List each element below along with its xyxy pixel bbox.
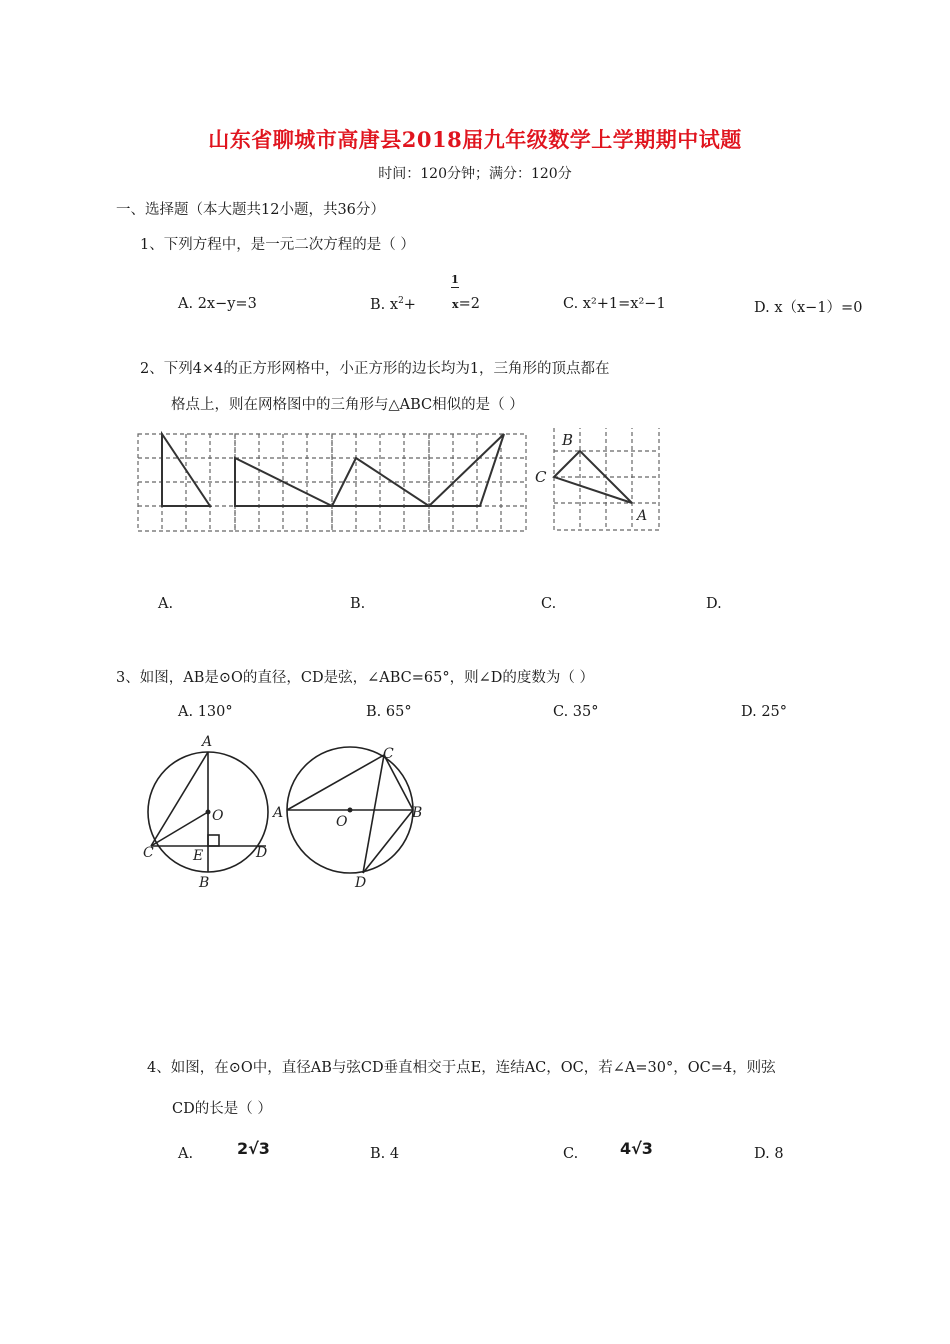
q3-option-a: A. 130°	[178, 704, 233, 720]
fig1-label-b: B	[199, 875, 210, 891]
q2-label-b: B.	[350, 596, 366, 612]
q1-option-b-prefix: B. x	[370, 296, 399, 313]
q1-option-b-eq: =2	[458, 296, 480, 312]
ref-label-b: B	[562, 431, 574, 449]
q4-option-a-value: 2√3	[237, 1139, 270, 1158]
q4-stem-line2: CD的长是（ ）	[172, 1101, 272, 1117]
q1-option-b: B. $x^2+$	[370, 296, 416, 313]
q4-option-d: D. 8	[754, 1146, 784, 1162]
q4-option-c: C.	[563, 1146, 579, 1162]
page-title: 山东省聊城市高唐县2018届九年级数学上学期期中试题	[208, 127, 742, 152]
ref-label-c: C	[535, 468, 547, 486]
q2-stem-line1: 2、下列4×4的正方形网格中，小正方形的边长均为1，三角形的顶点都在	[140, 361, 610, 377]
q4-option-a: A.	[178, 1146, 194, 1162]
q4-option-c-value: 4√3	[620, 1139, 653, 1158]
section-heading: 一、选择题（本大题共12小题，共36分）	[116, 202, 385, 218]
fig1-label-o: O	[212, 808, 224, 824]
q1-option-c: C. x²+1=x²−1	[563, 296, 666, 312]
q1-option-d: D. x（x−1）=0	[754, 300, 863, 316]
q4-stem-line1: 4、如图，在⊙O中，直径AB与弦CD垂直相交于点E，连结AC，OC，若∠A=30°，OC=4，则弦	[147, 1060, 776, 1076]
exam-info: 时间：120分钟；满分：120分	[378, 166, 572, 182]
q1-stem: 1、下列方程中，是一元二次方程的是（ ）	[140, 237, 415, 253]
q3-stem: 3、如图，AB是⊙O的直径，CD是弦，∠ABC=65°，则∠D的度数为（ ）	[116, 670, 594, 686]
q2-label-a: A.	[158, 596, 174, 612]
fig2-label-a: A	[273, 805, 284, 821]
q2-label-c: C.	[541, 596, 557, 612]
triangle-d	[429, 434, 504, 506]
q3-option-d: D. 25°	[741, 704, 788, 720]
fig1-label-e: E	[193, 848, 204, 864]
fig2-label-o: O	[336, 814, 348, 830]
q3-option-c: C. 35°	[553, 704, 599, 720]
fraction-denominator: x	[452, 298, 459, 311]
fig2-label-c: C	[383, 746, 394, 762]
grid-lines	[138, 428, 659, 531]
q1-option-b-fraction	[451, 274, 459, 288]
q2-stem-line2: 格点上，则在网格图中的三角形与△ABC相似的是（ ）	[171, 397, 524, 413]
fig2-label-b: B	[412, 805, 423, 821]
fig1-label-c: C	[143, 845, 154, 861]
q1-option-a: A. 2x−y=3	[178, 296, 257, 312]
fig1-label-a: A	[202, 734, 213, 750]
fraction-numerator: 1	[451, 273, 459, 286]
q1-option-b-plus: +	[403, 296, 416, 313]
q3-option-b: B. 65°	[366, 704, 412, 720]
q1-option-b-tail	[452, 296, 480, 312]
fig1-label-d: D	[256, 845, 268, 861]
fig2-label-d: D	[355, 875, 367, 891]
ref-label-a: A	[637, 508, 648, 524]
circle-figures	[140, 730, 440, 895]
q2-grid-figures	[130, 428, 670, 538]
q4-option-b: B. 4	[370, 1146, 400, 1162]
q2-label-d: D.	[706, 596, 722, 612]
